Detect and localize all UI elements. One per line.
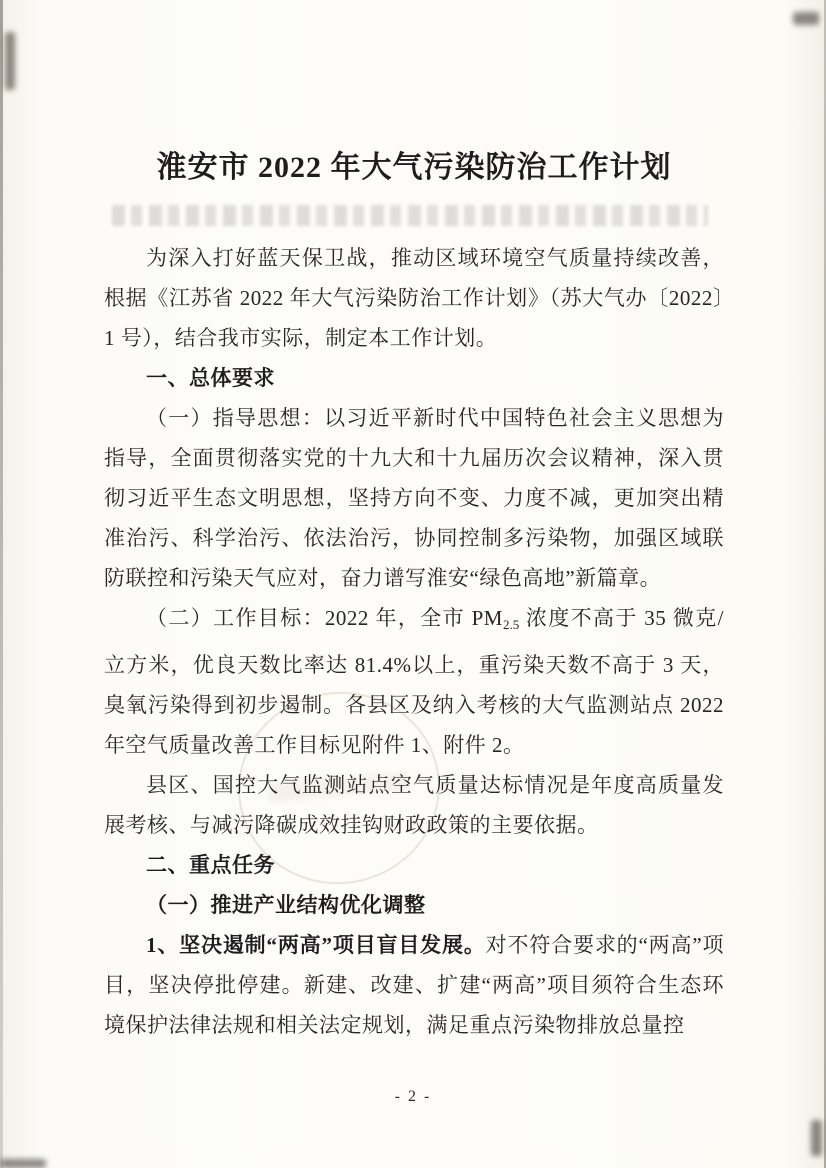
- two-high-lead-sentence: 1、坚决遏制“两高”项目盲目发展。: [146, 933, 486, 957]
- scan-smudge-top-right: [793, 12, 819, 25]
- document-content: [104, 0, 724, 1045]
- document-body: [104, 238, 724, 1045]
- heading-overall-requirements: 一、总体要求: [146, 366, 275, 390]
- two-high-rest-text: 对不符合要求的“两高”项目，坚决停批停建。新建、改建、扩建“两高”项目须符合生态环境保护法律法规和相关法定规划，满足重点污染物排放总量控: [104, 933, 724, 1037]
- scan-smudge-bottom-left: [0, 1159, 46, 1168]
- document-title: 淮安市 2022 年大气污染防治工作计划: [156, 151, 672, 184]
- work-targets-text-suffix: 浓度不高于 35 微克/立方米，优良天数比率达 81.4%以上，重污染天数不高于 3 天，臭氧污染得到初步遏制。各县区及纳入考核的大气监测站点 2022 年空气质量改善工作目标见附件 1、附件 2。: [104, 606, 724, 757]
- paragraph-work-targets: [104, 598, 724, 765]
- heading-key-tasks: 二、重点任务: [146, 853, 275, 877]
- scan-edge-left: [0, 0, 3, 1168]
- paragraph-intro: 为深入打好蓝天保卫战，推动区域环境空气质量持续改善，根据《江苏省 2022 年大气污染防治工作计划》（苏大气办〔2022〕1 号），结合我市实际，制定本工作计划。: [104, 246, 724, 350]
- pm25-subscript: 2.5: [502, 617, 520, 632]
- scan-smudge-bottom-right: [811, 1120, 822, 1156]
- paragraph-two-high-projects: [104, 925, 724, 1045]
- scan-smudge-top-left: [5, 32, 15, 90]
- work-targets-text-prefix: （二）工作目标：2022 年，全市 PM: [146, 606, 503, 630]
- paragraph-assessment-basis: 县区、国控大气监测站点空气质量达标情况是年度高质量发展考核、与减污降碳成效挂钩财政政策的主要依据。: [104, 773, 724, 837]
- paragraph-guiding-ideology: （一）指导思想：以习近平新时代中国特色社会主义思想为指导，全面贯彻落实党的十九大和十九届历次会议精神，深入贯彻习近平生态文明思想，坚持方向不变、力度不减，更加突出精准治污、科学治污、依法治污，协同控制多污染物，加强区域联防联控和污染天气应对，奋力谱写淮安“绿色高地”新篇章。: [104, 406, 724, 590]
- page-number: - 2 -: [394, 1088, 432, 1105]
- heading-industry-structure: （一）推进产业结构优化调整: [146, 893, 426, 917]
